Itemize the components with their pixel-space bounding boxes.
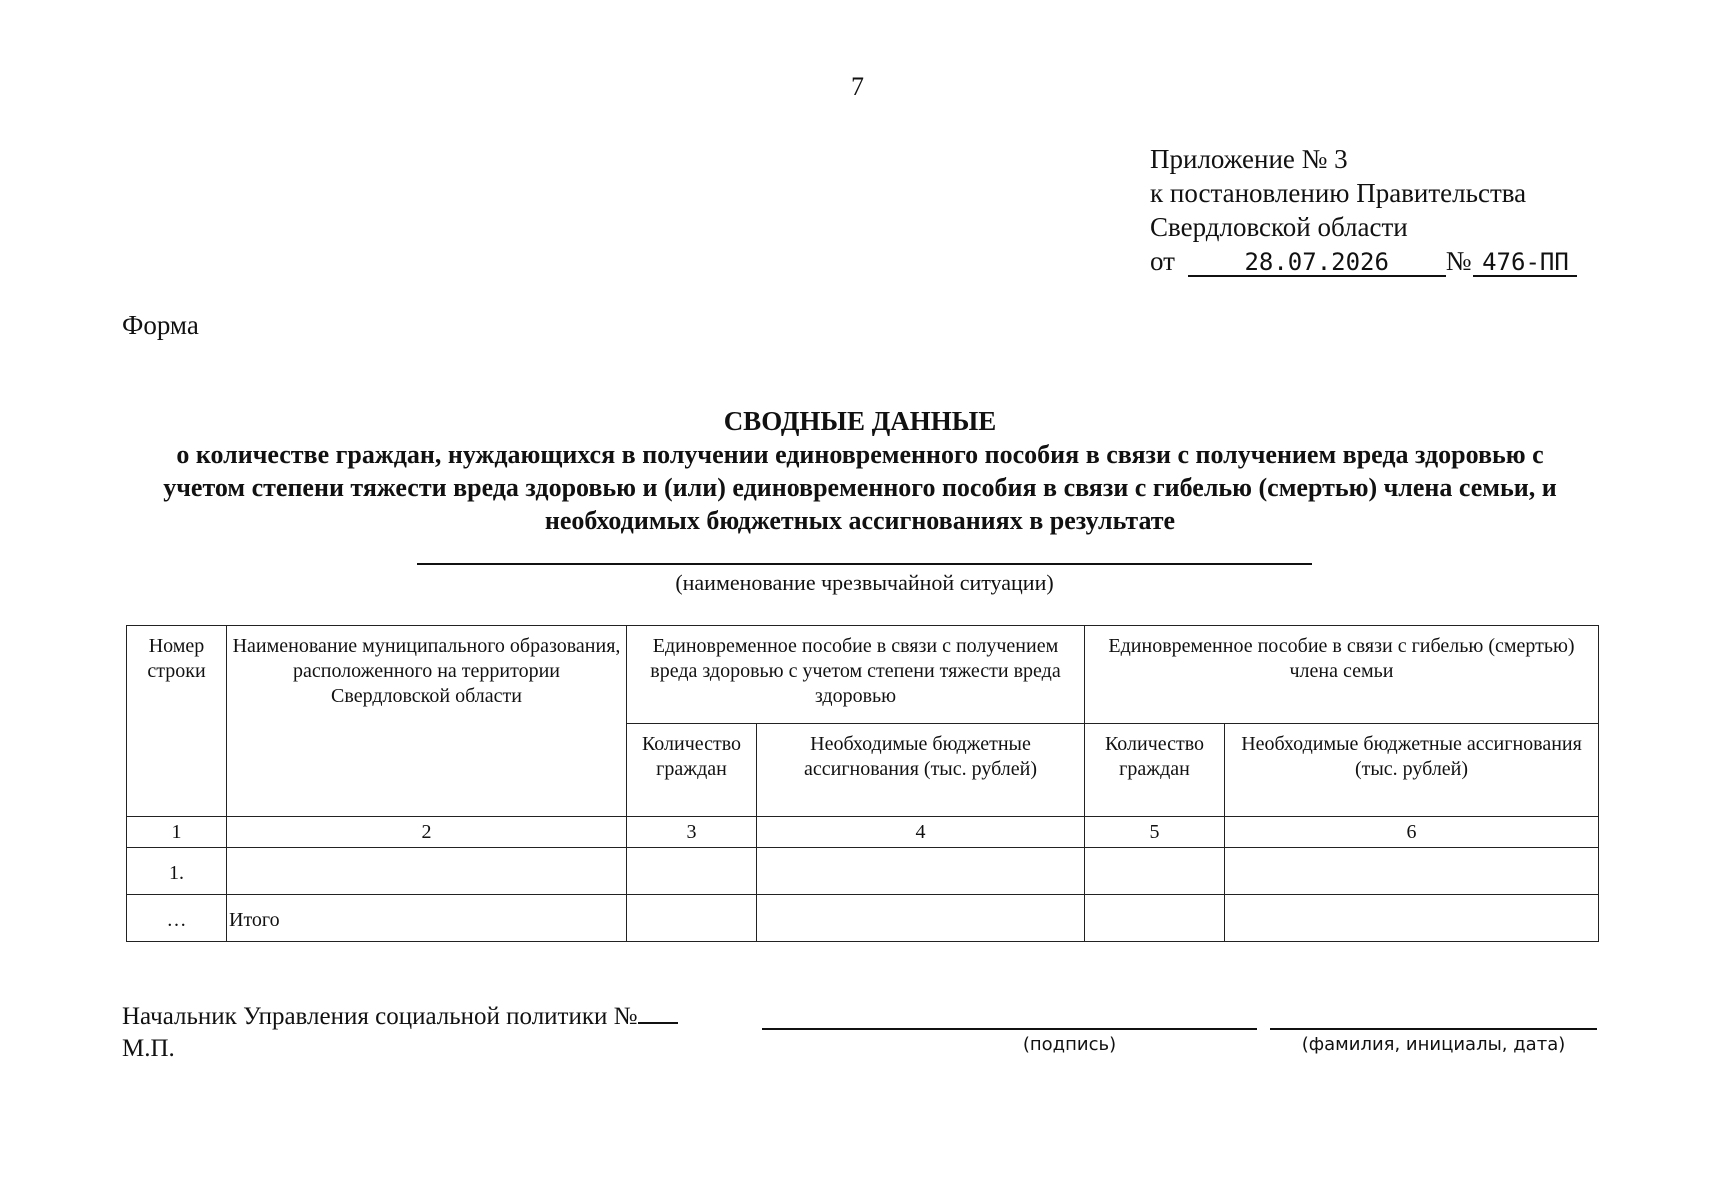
from-label: от xyxy=(1150,246,1175,276)
row-number-cell: 1. xyxy=(127,848,227,895)
municipality-cell[interactable] xyxy=(227,848,627,895)
signature-block xyxy=(122,1000,1597,1080)
emergency-name-caption: (наименование чрезвычайной ситуации) xyxy=(675,570,1054,595)
header-death-count: Количество граждан xyxy=(1085,724,1225,817)
total-row xyxy=(127,895,1599,942)
name-line[interactable] xyxy=(1270,1028,1597,1030)
total-label-cell: Итого xyxy=(227,895,627,942)
total-health-budget-cell[interactable] xyxy=(757,895,1085,942)
header-group-death: Единовременное пособие в связи с гибелью (смертью) члена семьи xyxy=(1085,626,1599,724)
emergency-name-line xyxy=(417,563,1312,565)
signature-caption: (подпись) xyxy=(1022,1034,1117,1055)
page-number: 7 xyxy=(851,72,864,101)
resolution-number: 476-ПП xyxy=(1473,249,1577,277)
health-count-cell[interactable] xyxy=(627,848,757,895)
number-label: № xyxy=(1445,246,1472,276)
header-group-health: Единовременное пособие в связи с получением вреда здоровью с учетом степени тяжести вреда здоровью xyxy=(627,626,1085,724)
table-row xyxy=(127,848,1599,895)
column-number: 5 xyxy=(1085,817,1225,848)
header-row-number: Номер строки xyxy=(127,626,227,817)
death-budget-cell[interactable] xyxy=(1225,848,1599,895)
column-number: 3 xyxy=(627,817,757,848)
signature-left xyxy=(122,1000,678,1065)
resolution-date: 28.07.2026 xyxy=(1188,249,1446,277)
column-number: 4 xyxy=(757,817,1085,848)
appendix-line-1: Приложение № 3 xyxy=(1150,144,1348,174)
appendix-line-2: к постановлению Правительства xyxy=(1150,178,1527,208)
total-row-number-cell: … xyxy=(127,895,227,942)
department-number-field[interactable] xyxy=(638,1000,678,1024)
position-line xyxy=(122,1000,678,1033)
document-title xyxy=(150,404,1570,537)
column-number: 1 xyxy=(127,817,227,848)
form-label: Форма xyxy=(122,310,199,340)
table-header-row xyxy=(127,626,1599,724)
column-numbers-row xyxy=(127,817,1599,848)
header-health-count: Количество граждан xyxy=(627,724,757,817)
appendix-block xyxy=(1150,142,1577,278)
summary-table xyxy=(126,625,1599,942)
health-budget-cell[interactable] xyxy=(757,848,1085,895)
header-health-budget: Необходимые бюджетные ассигнования (тыс. рублей) xyxy=(757,724,1085,817)
title-subtitle: о количестве граждан, нуждающихся в получении единовременного пособия в связи с получением вреда здоровью с учетом степени тяжести вреда здоровью и (или) единовременного пособия в связи с гибелью (смертью) члена семьи, и необходимых бюджетных ассигнованиях в результате xyxy=(163,440,1557,535)
appendix-date-line xyxy=(1150,244,1577,278)
name-caption: (фамилия, инициалы, дата) xyxy=(1301,1034,1566,1055)
appendix-line-3: Свердловской области xyxy=(1150,212,1408,242)
total-death-count-cell[interactable] xyxy=(1085,895,1225,942)
header-death-budget: Необходимые бюджетные ассигнования (тыс. рублей) xyxy=(1225,724,1599,817)
death-count-cell[interactable] xyxy=(1085,848,1225,895)
header-municipality: Наименование муниципального образования, расположенного на территории Свердловской области xyxy=(227,626,627,817)
position-label: Начальник Управления социальной политики № xyxy=(122,1003,638,1030)
stamp-label: М.П. xyxy=(122,1035,175,1062)
title-main: СВОДНЫЕ ДАННЫЕ xyxy=(723,406,997,436)
signature-line[interactable] xyxy=(762,1028,1257,1030)
column-number: 6 xyxy=(1225,817,1599,848)
total-death-budget-cell[interactable] xyxy=(1225,895,1599,942)
total-health-count-cell[interactable] xyxy=(627,895,757,942)
column-number: 2 xyxy=(227,817,627,848)
